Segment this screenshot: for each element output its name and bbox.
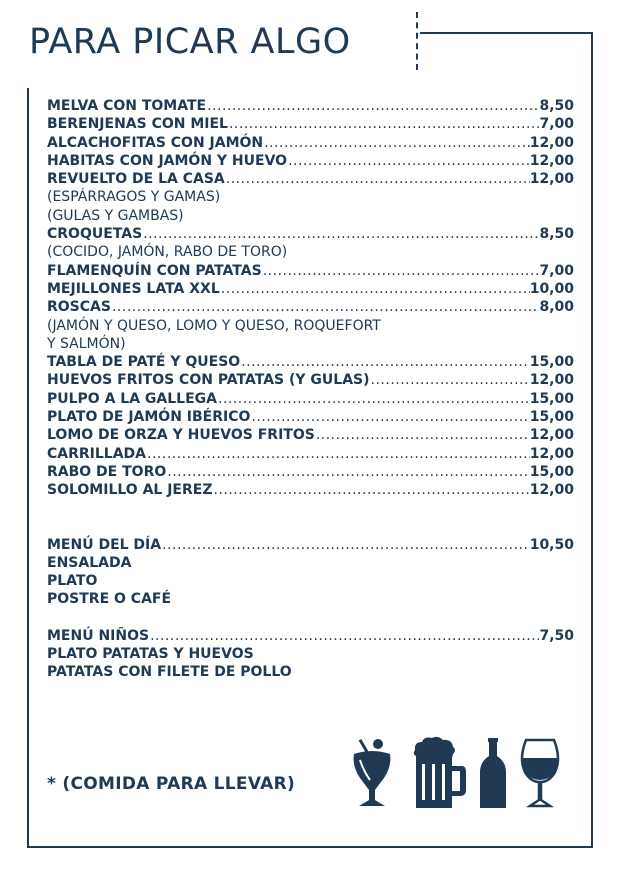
menu-item-name: REVUELTO DE LA CASA	[47, 171, 225, 188]
menu-item-name: FLAMENQUÍN CON PATATAS	[47, 262, 262, 279]
drink-icons	[348, 736, 564, 812]
menu-item-name: ROSCAS	[47, 299, 111, 316]
menu-list	[47, 97, 574, 682]
menu-item-name: HABITAS CON JAMÓN Y HUEVO	[47, 152, 288, 169]
menu-item-price: 8,50	[539, 98, 574, 114]
menu-item-name: HUEVOS FRITOS CON PATATAS (Y GULAS)	[47, 372, 370, 389]
menu-item	[47, 115, 574, 133]
menu-item-note: (JAMÓN Y QUESO, LOMO Y QUESO, ROQUEFORT	[47, 317, 381, 334]
menu-item	[47, 280, 574, 298]
menu-sub-item: PATATAS CON FILETE DE POLLO	[47, 664, 292, 681]
menu-item-price: 8,50	[539, 226, 574, 243]
dot-leader	[228, 115, 539, 133]
beer-mug-icon	[410, 736, 466, 810]
dot-leader	[287, 152, 530, 170]
menu-item-price: 12,00	[529, 372, 574, 389]
menu-item	[47, 627, 574, 645]
menu-item-name: TABLA DE PATÉ Y QUESO	[47, 354, 241, 371]
menu-item	[47, 426, 574, 444]
menu-item	[47, 371, 574, 389]
dot-leader	[146, 445, 530, 463]
dot-leader	[262, 262, 540, 280]
dot-leader	[111, 298, 539, 316]
cocktail-icon	[348, 736, 396, 810]
menu-item-name: CROQUETAS	[47, 226, 143, 243]
menu-item	[47, 225, 574, 243]
menu-item-price: 7,00	[539, 116, 574, 133]
menu-item-price: 7,50	[539, 627, 574, 644]
dot-leader	[206, 97, 539, 115]
wine-glass-icon	[518, 736, 562, 810]
menu-item-name: MELVA CON TOMATE	[47, 98, 207, 114]
dot-leader	[161, 536, 530, 554]
dot-leader	[166, 463, 529, 481]
menu-item-name: RABO DE TORO	[47, 463, 167, 480]
dot-leader	[212, 481, 529, 499]
menu-item	[47, 536, 574, 554]
menu-item-name: CARRILLADA	[47, 445, 147, 462]
menu-item-price: 15,00	[529, 354, 574, 371]
dot-leader	[225, 170, 530, 188]
menu-item-note: (COCIDO, JAMÓN, RABO DE TORO)	[47, 244, 288, 261]
menu-item	[47, 353, 574, 371]
bottle-icon	[478, 736, 508, 810]
menu-item-name: MENÚ NIÑOS	[47, 627, 150, 644]
menu-item-name: PLATO DE JAMÓN IBÉRICO	[47, 409, 251, 426]
menu-item-name: BERENJENAS CON MIEL	[47, 116, 228, 133]
menu-item-price: 12,00	[529, 445, 574, 462]
menu-item-price: 12,00	[529, 134, 574, 151]
menu-item-name: MEJILLONES LATA XXL	[47, 280, 220, 297]
menu-item-price: 15,00	[529, 463, 574, 480]
menu-item-price: 15,00	[529, 390, 574, 407]
frame-border-left	[27, 88, 29, 848]
frame-border-bottom	[27, 846, 593, 848]
dot-leader	[217, 390, 530, 408]
dot-leader	[263, 134, 530, 152]
menu-item	[47, 463, 574, 481]
menu-item-price: 12,00	[529, 427, 574, 444]
menu-item	[47, 97, 574, 115]
menu-sub-item: PLATO	[47, 573, 98, 590]
menu-item	[47, 134, 574, 152]
menu-item	[47, 298, 574, 316]
menu-item-price: 10,50	[529, 536, 574, 553]
menu-item-note: (ESPÁRRAGOS Y GAMAS)	[47, 189, 221, 206]
dot-leader	[220, 280, 530, 298]
menu-item	[47, 390, 574, 408]
dashed-divider	[416, 12, 418, 70]
dot-leader	[240, 353, 530, 371]
menu-sub-item: ENSALADA	[47, 554, 132, 571]
menu-item-note: Y SALMÓN)	[47, 335, 126, 352]
takeaway-note: * (COMIDA PARA LLEVAR)	[47, 774, 296, 794]
menu-item-price: 10,00	[529, 280, 574, 297]
menu-item	[47, 445, 574, 463]
menu-item-name: MENÚ DEL DÍA	[47, 536, 162, 553]
menu-item-price: 12,00	[529, 152, 574, 169]
menu-sub-item: PLATO PATATAS Y HUEVOS	[47, 646, 254, 663]
menu-item-name: ALCACHOFITAS CON JAMÓN	[47, 134, 264, 151]
dot-leader	[250, 408, 529, 426]
section-spacer	[47, 500, 574, 536]
menu-item-note: (GULAS Y GAMBAS)	[47, 207, 184, 224]
menu-item-price: 12,00	[529, 482, 574, 499]
menu-item-name: SOLOMILLO AL JEREZ	[47, 482, 213, 499]
menu-item-price: 7,00	[539, 262, 574, 279]
dot-leader	[315, 426, 530, 444]
dot-leader	[370, 371, 530, 389]
dot-leader	[149, 627, 539, 645]
menu-item	[47, 408, 574, 426]
menu-item	[47, 170, 574, 188]
menu-sub-item: POSTRE O CAFÉ	[47, 591, 172, 608]
frame-border-right	[591, 32, 593, 848]
page-title: PARA PICAR ALGO	[29, 22, 351, 62]
dot-leader	[142, 225, 539, 243]
menu-item-price: 15,00	[529, 409, 574, 426]
menu-item-name: PULPO A LA GALLEGA	[47, 390, 217, 407]
menu-item	[47, 262, 574, 280]
menu-item-name: LOMO DE ORZA Y HUEVOS FRITOS	[47, 427, 315, 444]
section-spacer	[47, 609, 574, 627]
menu-item	[47, 481, 574, 499]
menu-item-price: 8,00	[539, 299, 574, 316]
menu-item	[47, 152, 574, 170]
frame-border-top	[420, 32, 593, 34]
menu-item-price: 12,00	[529, 171, 574, 188]
